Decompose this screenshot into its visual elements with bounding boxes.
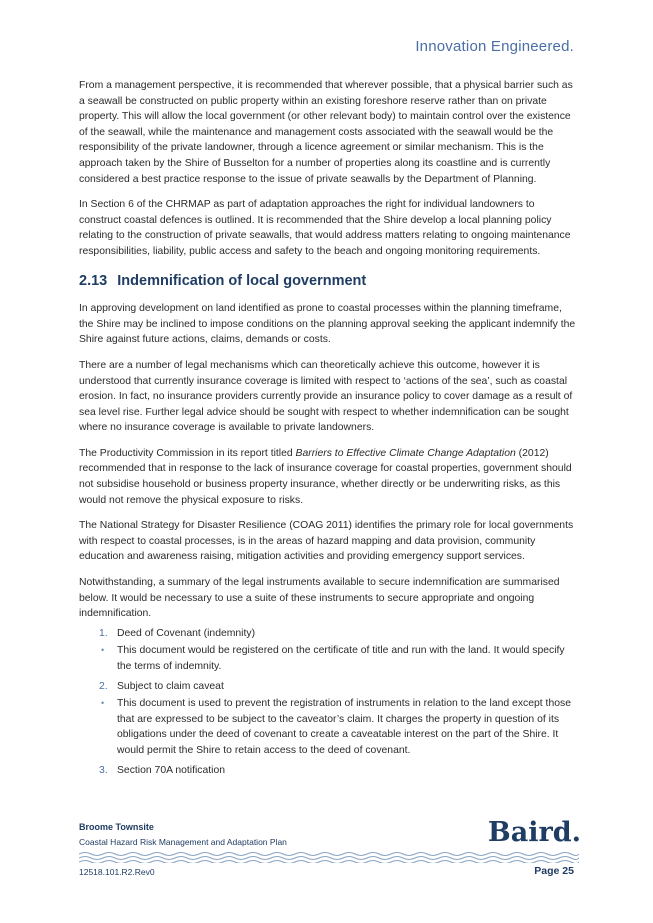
list-item-description: This document would be registered on the certificate of title and run with the land. It would specify the terms of indemnity. bbox=[117, 645, 565, 672]
list-item-title: Subject to claim caveat bbox=[117, 680, 224, 692]
tagline: Innovation Engineered. bbox=[415, 38, 574, 55]
bullet-icon: • bbox=[101, 645, 105, 656]
list-item bbox=[79, 679, 579, 695]
list-item bbox=[79, 763, 579, 779]
instruments-list bbox=[79, 626, 579, 778]
brand-logo: Baird. bbox=[487, 817, 581, 848]
list-item-title: Deed of Covenant (indemnity) bbox=[117, 627, 256, 639]
paragraph-national-strategy: The National Strategy for Disaster Resilience (COAG 2011) identifies the primary role for local governments with respect to coastal processes, is in the areas of hazard mapping and data provision, community education and awareness raising, mitigation activities and providing emergency support services. bbox=[79, 520, 574, 563]
productivity-after: (2012) recommended that in response to the lack of insurance coverage for coastal properties, government should not subsidise household or business property insurance, whether directly or be underwriting risks, as this would not remove the physical exposure to risks. bbox=[79, 447, 572, 506]
section-title: Indemnification of local government bbox=[117, 272, 367, 289]
section-heading bbox=[79, 274, 579, 290]
main-content bbox=[79, 78, 579, 780]
list-number: 3. bbox=[99, 764, 108, 776]
page-number: Page 25 bbox=[534, 865, 574, 877]
paragraph-management: From a management perspective, it is recommended that wherever possible, that a physical barrier such as a seawall be constructed on public property within an existing foreshore reserve rather than on private property. This will allow the local government (or other relevant body) to maintain control over the existence of the seawall, while the maintenance and management costs associated with the seawall would be the responsibility of the private landowner, through a licence agreement or similar mechanism. This is the approach taken by the Shire of Busselton for a number of properties along its coastline and is currently considered a best practice response to the issue of private seawalls by the Department of Planning. bbox=[79, 80, 573, 185]
paragraph-productivity bbox=[79, 446, 579, 508]
section-number: 2.13 bbox=[79, 272, 108, 289]
paragraph-approving: In approving development on land identified as prone to coastal processes within the planning timeframe, the Shire may be inclined to impose conditions on the planning approval seeking the applicant indemnify the Shire against future actions, claims, demands or costs. bbox=[79, 303, 576, 346]
paragraph-section-6: In Section 6 of the CHRMAP as part of adaptation approaches the right for individual landowners to construct coastal defences is outlined. It is recommended that the Shire develop a local planning policy relating to the construction of private seawalls, that would address matters relating to ongoing maintenance responsibilities, liability, public access and safety to the beach and ongoing monitoring requirements. bbox=[79, 199, 571, 257]
paragraph-legal-mechanisms: There are a number of legal mechanisms which can theoretically achieve this outcome, however it is understood that currently insurance coverage is limited with respect to ‘actions of the sea’, such as coastal erosion. In fact, no insurance providers currently provide an insurance policy to cover damage as a result of sea level rise. Further legal advice should be sought with respect to whether indemnification can be sought where no insurance coverage is available to private landowners. bbox=[79, 359, 573, 434]
document-reference: 12518.101.R2.Rev0 bbox=[79, 867, 155, 877]
wave-divider-icon bbox=[79, 851, 579, 863]
list-item-bullet bbox=[79, 643, 579, 674]
footer-client: Broome Townsite bbox=[79, 822, 154, 832]
list-item-description: This document is used to prevent the registration of instruments in relation to the land except those that are expressed to be subject to the caveator’s claim. It charges the property in question of its obligations under the deed of covenant to create a caveatable interest on the part of the Shire. It would permit the Shire to retain access to the deed of covenant. bbox=[117, 698, 571, 756]
list-item bbox=[79, 626, 579, 642]
footer-project: Coastal Hazard Risk Management and Adaptation Plan bbox=[79, 837, 287, 847]
bullet-icon: • bbox=[101, 698, 105, 709]
report-title: Barriers to Effective Climate Change Adaptation bbox=[295, 447, 516, 459]
paragraph-notwithstanding: Notwithstanding, a summary of the legal instruments available to secure indemnification are summarised below. It would be necessary to use a suite of these instruments to secure appropriate and ongoing indemnification. bbox=[79, 577, 560, 620]
list-item-bullet bbox=[79, 696, 579, 758]
productivity-before: The Productivity Commission in its report titled bbox=[79, 447, 296, 459]
list-number: 2. bbox=[99, 680, 108, 692]
list-item-title: Section 70A notification bbox=[117, 764, 226, 776]
list-number: 1. bbox=[99, 627, 108, 639]
